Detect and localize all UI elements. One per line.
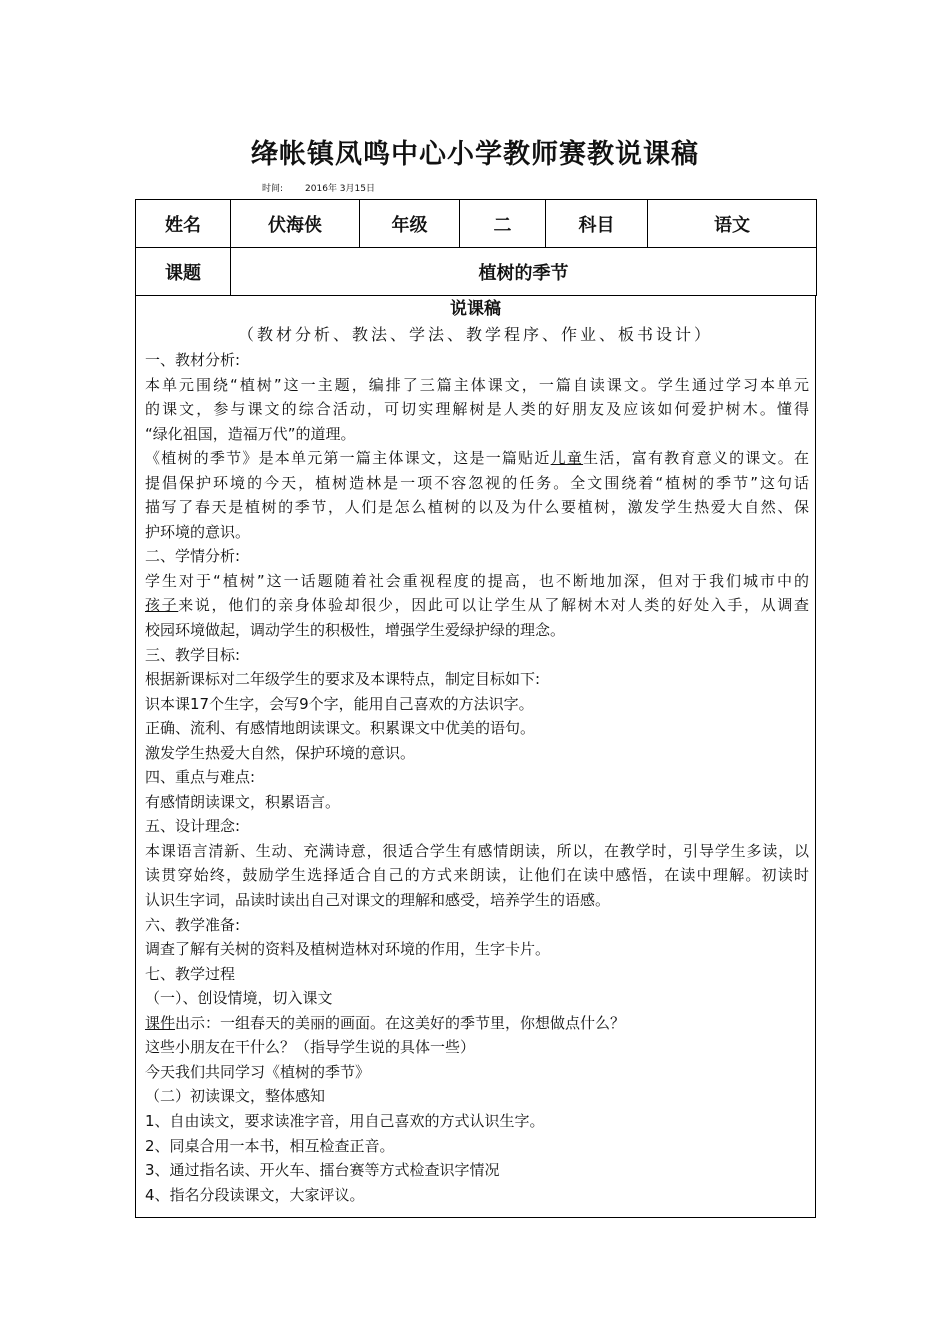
content-line: 识本课17个生字，会写9个字，能用自己喜欢的方法识字。 — [145, 694, 534, 713]
content-line: 课件出示：一组春天的美丽的画面。在这美好的季节里，你想做点什么？ — [145, 1013, 626, 1032]
content-line: （一）、创设情境，切入课文 — [145, 989, 333, 1008]
content-line: 1、自由读文，要求读准字音，用自己喜欢的方式认识生字。 — [145, 1111, 545, 1130]
content-line: 一、教材分析: — [145, 351, 241, 369]
content-line: 孩子来说，他们的亲身体验却很少，因此可以让学生从了解树木对人类的好处入手，从调查 — [145, 596, 809, 615]
content-line: 的课文，参与课文的综合活动，可切实理解树是人类的好朋友及应该如何爱护树木。懂得 — [145, 400, 809, 419]
lesson-content — [135, 296, 816, 1218]
content-line: 学生对于“植树”这一话题随着社会重视程度的提高，也不断地加深，但对于我们城市中的 — [145, 571, 809, 590]
content-line: 《植树的季节》是本单元第一篇主体课文，这是一篇贴近儿童生活，富有教育意义的课文。在 — [145, 449, 809, 468]
grade-label: 年级 — [360, 200, 460, 248]
content-line: 2、同桌合用一本书，相互检查正音。 — [145, 1136, 395, 1155]
content-line: 四、重点与难点: — [145, 768, 256, 787]
date-line — [262, 181, 375, 194]
content-line: 描写了春天是植树的季节，人们是怎么植树的以及为什么要植树，激发学生热爱大自然、保 — [145, 498, 809, 517]
content-line: 提倡保护环境的今天，植树造林是一项不容忽视的任务。全文围绕着“植树的季节”这句话 — [145, 473, 809, 492]
content-line: 调查了解有关树的资料及植树造林对环境的作用，生字卡片。 — [145, 940, 551, 959]
content-line: 有感情朗读课文，积累语言。 — [145, 792, 341, 811]
date-value: 2016年 3月15日 — [305, 184, 375, 194]
date-label: 时间: — [262, 184, 284, 194]
content-line: 本课语言清新、生动、充满诗意，很适合学生有感情朗读，所以，在教学时，引导学生多读，以 — [145, 841, 809, 860]
document-title: 绛帐镇凤鸣中心小学教师赛教说课稿 — [251, 139, 699, 170]
subject-value: 语文 — [648, 200, 817, 248]
content-line: 激发学生热爱大自然，保护环境的意识。 — [145, 743, 416, 762]
content-line: 二、学情分析: — [145, 547, 241, 566]
name-label: 姓名 — [136, 200, 231, 248]
content-line: 七、教学过程 — [145, 964, 236, 983]
content-line: 护环境的意识。 — [145, 522, 251, 541]
topic-row — [136, 248, 817, 296]
content-line: 三、教学目标: — [145, 645, 241, 664]
content-line: 本单元围绕“植树”这一主题，编排了三篇主体课文，一篇自读课文。学生通过学习本单元 — [145, 375, 809, 394]
name-value: 伏海侠 — [231, 200, 360, 248]
content-line: 正确、流利、有感情地朗读课文。积累课文中优美的语句。 — [145, 719, 536, 738]
content-line: 3、通过指名读、开火车、擂台赛等方式检查识字情况 — [145, 1161, 500, 1180]
info-table — [135, 199, 817, 296]
content-line: 五、设计理念: — [145, 817, 241, 836]
content-line: 六、教学准备: — [145, 915, 241, 934]
content-line: 读贯穿始终，鼓励学生选择适合自己的方式来朗读，让他们在读中感悟，在读中理解。初读时 — [145, 866, 809, 885]
topic-label: 课题 — [136, 248, 231, 296]
grade-value: 二 — [460, 200, 546, 248]
content-line: 今天我们共同学习《植树的季节》 — [145, 1062, 371, 1081]
content-subheading: （教材分析、教法、学法、教学程序、作业、板书设计） — [237, 325, 713, 344]
subject-label: 科目 — [546, 200, 648, 248]
content-line: （二）初读课文，整体感知 — [145, 1087, 326, 1106]
content-line: “绿化祖国，造福万代”的道理。 — [145, 424, 356, 443]
content-line: 认识生字词，品读时读出自己对课文的理解和感受，培养学生的语感。 — [145, 891, 611, 910]
content-heading: 说课稿 — [450, 299, 501, 319]
content-line: 4、指名分段读课文，大家评议。 — [145, 1185, 365, 1204]
content-lines — [136, 348, 815, 1207]
info-row — [136, 200, 817, 248]
content-line: 根据新课标对二年级学生的要求及本课特点，制定目标如下: — [145, 670, 541, 689]
content-line: 这些小朋友在干什么？（指导学生说的具体一些） — [145, 1038, 476, 1057]
content-line: 校园环境做起，调动学生的积极性，增强学生爱绿护绿的理念。 — [145, 621, 566, 640]
topic-value: 植树的季节 — [231, 248, 817, 296]
